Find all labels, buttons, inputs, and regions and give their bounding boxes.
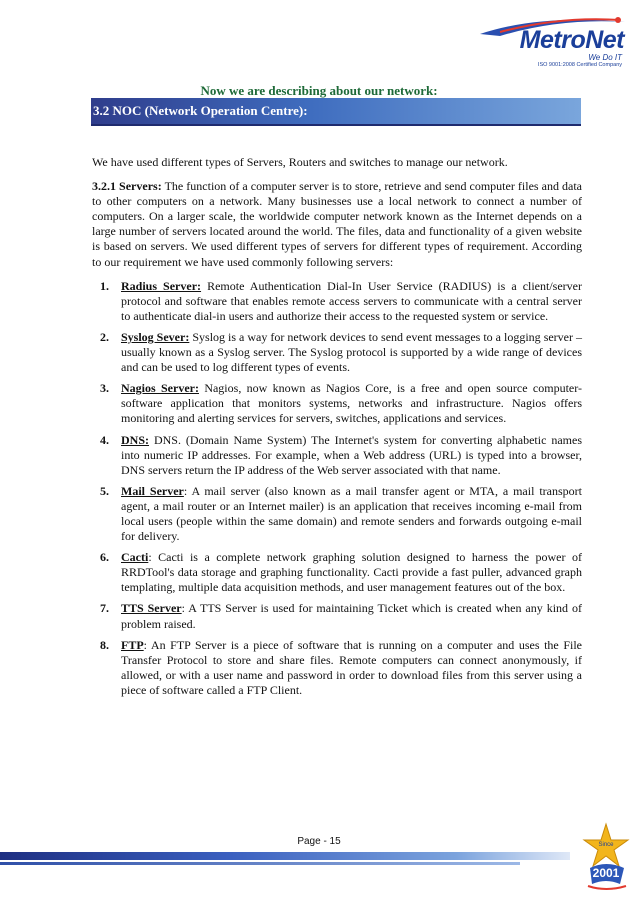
item-term: Mail Server [121, 483, 184, 498]
section-title: 3.2 NOC (Network Operation Centre): [93, 103, 308, 118]
item-text: : An FTP Server is a piece of software that is running on a computer and uses the File Transfer Protocol to store and share files. Remote computers can connect anonymously, if allowed, or with a user name and password in order to download files from this server using a piece of software called a FTP Client. [121, 637, 582, 697]
page-content [92, 155, 582, 704]
item-text: Nagios, now known as Nagios Core, is a free and open source computer-software application that monitors systems, networks and infrastructure. Nagios offers monitoring and alerting services for servers, switches, applications and services. [121, 381, 582, 426]
intro-paragraph: We have used different types of Servers, Routers and switches to manage our network. [92, 155, 508, 169]
item-text: DNS. (Domain Name System) The Internet's system for converting alphabetic names into numeric IP addresses. For example, when a Web address (URL) is typed into a browser, DNS servers return the IP address of the Web server associated with that name. [121, 432, 582, 477]
item-text: Syslog is a way for network devices to send event messages to a logging server – usually known as a Syslog server. The Syslog protocol is supported by a wide range of devices and can be used to log different types of events. [121, 329, 583, 375]
item-term: FTP [121, 637, 144, 652]
item-number: 5. [100, 483, 109, 498]
item-number: 8. [100, 637, 109, 652]
list-item [92, 484, 582, 544]
list-item [92, 638, 582, 698]
server-list [92, 279, 582, 698]
since-2001-badge-icon [580, 822, 632, 894]
item-number: 4. [100, 432, 109, 447]
logo-brand: MetroNet [519, 26, 624, 54]
item-text: Remote Authentication Dial-In User Service (RADIUS) is a client/server protocol and software that enables remote access servers to communicate with a central server to authenticate dial-in users and authorize their access to the requested system or service. [121, 278, 582, 323]
servers-text: The function of a computer server is to store, retrieve and send computer files and data to other computers on a network. Many businesses use a local network to connect a number of computers. On a larger scale, the worldwide computer network known as the Internet depends on a large number of servers located around the world. The files, data and functionality of a given website is based on servers. We used different types of servers for different types of requirement. According to our requirement we have used commonly following servers: [92, 179, 583, 269]
logo-certification: ISO 9001:2008 Certified Company [537, 62, 622, 68]
page-number: Page - 15 [297, 836, 341, 847]
item-number: 2. [100, 329, 109, 344]
item-text: : Cacti is a complete network graphing solution designed to harness the power of RRDTool's data storage and graphing functionality. Cacti provide a fast puller, advanced graph templating, multiple data acquisition methods, and user management features out of the box. [121, 550, 582, 595]
footer-bar-accent [0, 862, 520, 865]
intro-heading: Now we are describing about our network: [200, 83, 438, 98]
item-term: TTS Server [121, 601, 182, 616]
servers-label: 3.2.1 Servers: [92, 179, 162, 194]
item-term: Radius Server: [121, 278, 202, 293]
list-item [92, 330, 582, 375]
item-term: Syslog Sever: [121, 329, 190, 344]
list-item [92, 279, 582, 324]
item-term: Nagios Server: [121, 381, 199, 396]
item-term: Cacti [121, 550, 149, 565]
badge-year: 2001 [592, 866, 620, 880]
item-number: 3. [100, 381, 109, 396]
list-item [92, 550, 582, 595]
item-text: : A mail server (also known as a mail transfer agent or MTA, a mail transport agent, a mail router or an Internet mailer) is an application that receives incoming e-mail from local users (people within the same domain) and remote senders and forwards outgoing e-mail for delivery. [121, 483, 582, 544]
list-item [92, 433, 582, 478]
footer-bar [0, 852, 570, 860]
item-term: DNS: [121, 432, 150, 447]
item-text: : A TTS Server is used for maintaining Ticket which is created when any kind of problem raised. [121, 601, 582, 631]
list-item [92, 381, 582, 426]
list-item [92, 601, 582, 631]
metronet-logo [440, 12, 630, 70]
item-number: 1. [100, 278, 109, 293]
section-title-band [91, 98, 581, 124]
badge-since: Since [598, 842, 614, 848]
servers-paragraph [92, 179, 582, 270]
logo-tagline: We Do IT [588, 53, 622, 62]
item-number: 7. [100, 601, 109, 616]
item-number: 6. [100, 550, 109, 565]
